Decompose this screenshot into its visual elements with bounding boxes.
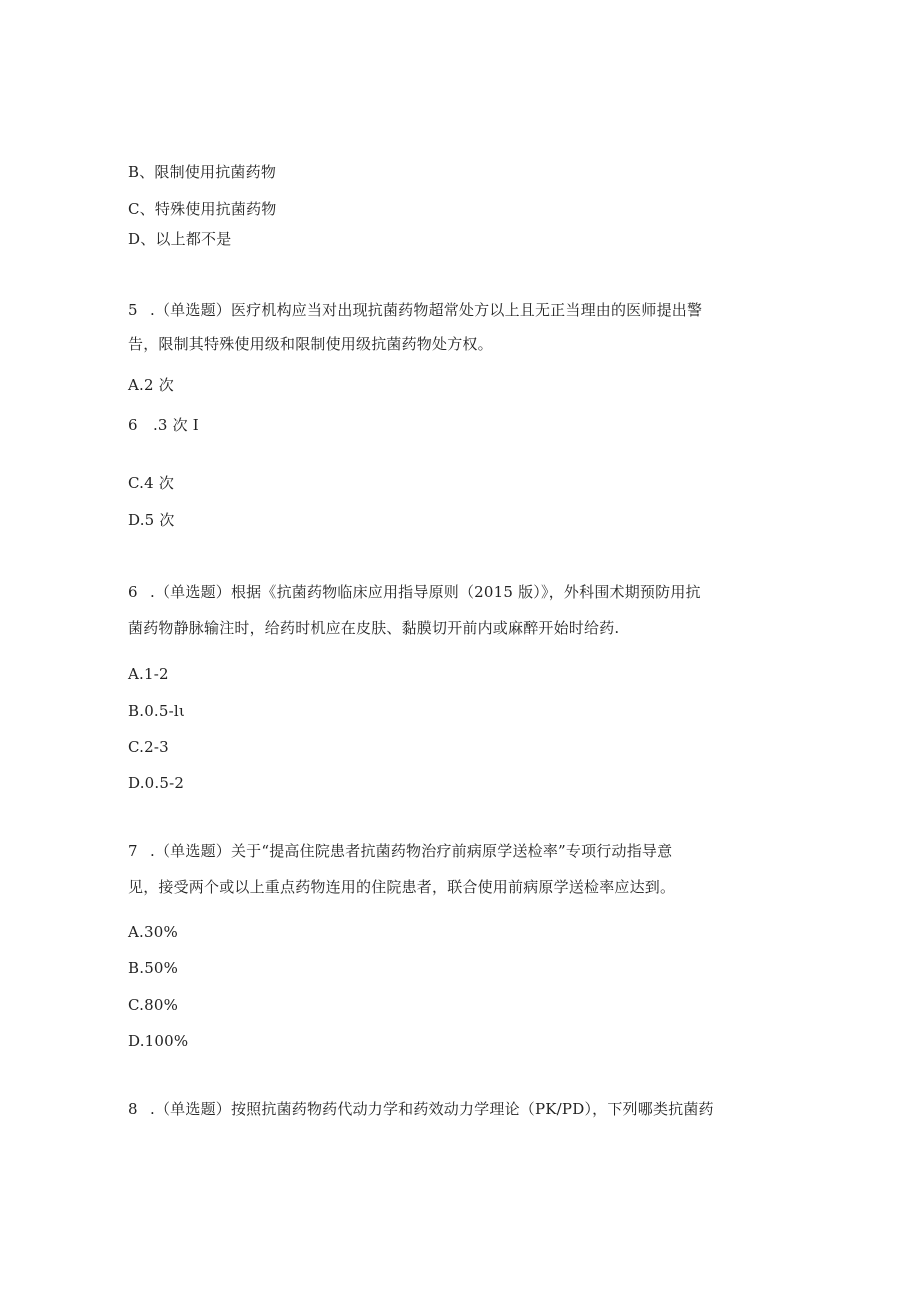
q8-stem-line1 <box>128 1099 714 1119</box>
q7-option-c: C.80% <box>128 996 179 1014</box>
q4-option-b: B、限制使用抗菌药物 <box>128 163 277 181</box>
q7-option-d: D.100% <box>128 1032 189 1050</box>
q7-stem-line1 <box>128 841 672 861</box>
q6-stem-line2: 菌药物静脉输注时，给药时机应在皮肤、黏膜切开前内或麻醉开始时给药. <box>128 619 620 637</box>
q5-text-line1: .（单选题）医疗机构应当对出现抗菌药物超常处方以上且无正当理由的医师提出警 <box>150 301 703 319</box>
q8-number: 8 <box>128 1100 138 1118</box>
q5-option-a: A.2 次 <box>128 376 174 394</box>
q6-number: 6 <box>128 583 138 601</box>
q6-option-d: D.0.5-2 <box>128 774 185 792</box>
q6-text-line1: .（单选题）根据《抗菌药物临床应用指导原则（2015 版）》，外科围术期预防用抗 <box>150 583 701 601</box>
q5-number: 5 <box>128 301 138 319</box>
q8-text-line1: .（单选题）按照抗菌药物药代动力学和药效动力学理论（PK/PD），下列哪类抗菌药 <box>150 1100 714 1118</box>
q5-stem-line2: 告，限制其特殊使用级和限制使用级抗菌药物处方权。 <box>128 335 493 353</box>
q7-stem-line2: 见，接受两个或以上重点药物连用的住院患者，联合使用前病原学送检率应达到。 <box>128 878 676 896</box>
q6-stem-line1 <box>128 582 701 602</box>
q4-option-d: D、以上都不是 <box>128 230 232 248</box>
q7-option-b: B.50% <box>128 959 179 977</box>
q7-number: 7 <box>128 842 138 860</box>
q7-option-a: A.30% <box>128 923 178 941</box>
q4-option-c: C、特殊使用抗菌药物 <box>128 200 277 218</box>
q7-text-line1: .（单选题）关于“提高住院患者抗菌药物治疗前病原学送检率”专项行动指导意 <box>150 842 673 860</box>
q6-option-c: C.2-3 <box>128 738 169 756</box>
q5-option-d: D.5 次 <box>128 511 175 529</box>
q5-stem-line1 <box>128 300 702 320</box>
q6-option-b: B.0.5-lι <box>128 702 185 720</box>
q5-option-b: 6 .3 次 I <box>128 416 199 434</box>
q5-option-c: C.4 次 <box>128 474 175 492</box>
q6-option-a: A.1-2 <box>128 665 169 683</box>
